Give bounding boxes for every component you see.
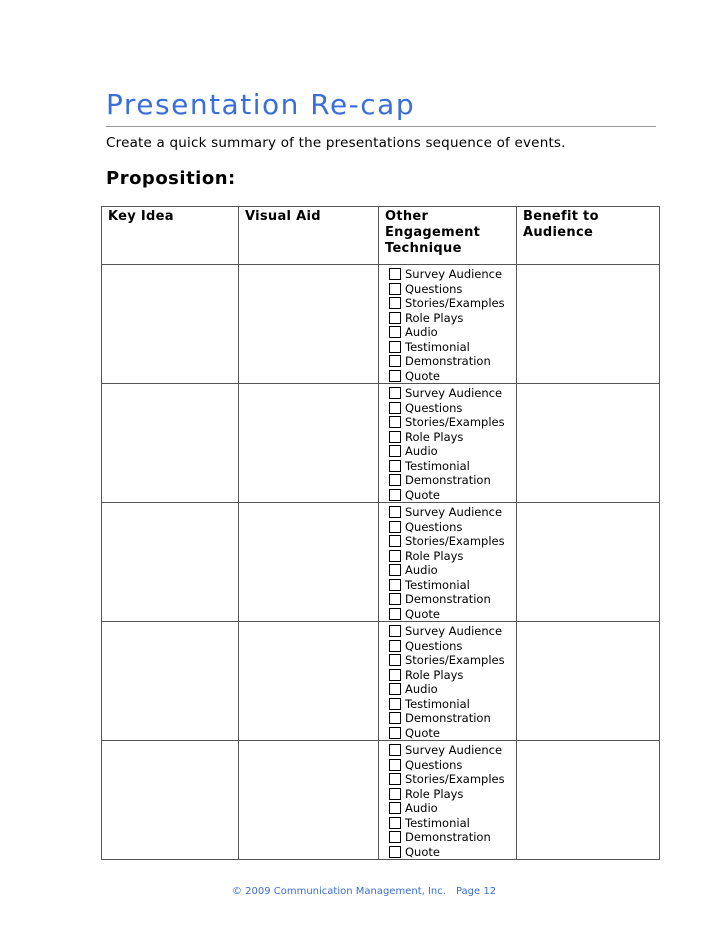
technique-option[interactable] bbox=[389, 354, 516, 369]
checkbox-icon[interactable] bbox=[389, 268, 401, 280]
technique-option[interactable] bbox=[389, 534, 516, 549]
technique-label: Questions bbox=[405, 400, 463, 415]
key-idea-cell[interactable] bbox=[102, 741, 239, 860]
page-title: Presentation Re-cap bbox=[106, 88, 416, 121]
engagement-technique-cell bbox=[379, 384, 517, 503]
technique-label: Quote bbox=[405, 844, 440, 859]
checkbox-icon[interactable] bbox=[389, 445, 401, 457]
technique-option[interactable] bbox=[389, 624, 516, 639]
visual-aid-cell[interactable] bbox=[239, 741, 379, 860]
key-idea-cell[interactable] bbox=[102, 503, 239, 622]
checkbox-icon[interactable] bbox=[389, 669, 401, 681]
technique-option[interactable] bbox=[389, 386, 516, 401]
technique-option[interactable] bbox=[389, 845, 516, 860]
visual-aid-cell[interactable] bbox=[239, 265, 379, 384]
table-row bbox=[102, 741, 660, 860]
title-divider bbox=[106, 126, 656, 127]
checkbox-icon[interactable] bbox=[389, 846, 401, 858]
checkbox-icon[interactable] bbox=[389, 608, 401, 620]
technique-option[interactable] bbox=[389, 459, 516, 474]
checkbox-icon[interactable] bbox=[389, 640, 401, 652]
technique-option[interactable] bbox=[389, 830, 516, 845]
table-row bbox=[102, 384, 660, 503]
checkbox-icon[interactable] bbox=[389, 489, 401, 501]
visual-aid-cell[interactable] bbox=[239, 622, 379, 741]
technique-label: Testimonial bbox=[405, 339, 470, 354]
technique-option[interactable] bbox=[389, 578, 516, 593]
technique-label: Questions bbox=[405, 519, 463, 534]
checkbox-icon[interactable] bbox=[389, 535, 401, 547]
checkbox-icon[interactable] bbox=[389, 625, 401, 637]
checkbox-icon[interactable] bbox=[389, 759, 401, 771]
engagement-technique-cell bbox=[379, 265, 517, 384]
technique-label: Role Plays bbox=[405, 548, 464, 563]
checkbox-icon[interactable] bbox=[389, 727, 401, 739]
checkbox-icon[interactable] bbox=[389, 817, 401, 829]
technique-option[interactable] bbox=[389, 563, 516, 578]
header-other-engagement-technique: Other Engagement Technique bbox=[379, 207, 517, 265]
technique-label: Audio bbox=[405, 682, 438, 697]
engagement-technique-cell bbox=[379, 741, 517, 860]
technique-label: Role Plays bbox=[405, 667, 464, 682]
table-row bbox=[102, 503, 660, 622]
checkbox-icon[interactable] bbox=[389, 550, 401, 562]
benefit-cell[interactable] bbox=[517, 741, 660, 860]
checkbox-icon[interactable] bbox=[389, 564, 401, 576]
checkbox-icon[interactable] bbox=[389, 698, 401, 710]
checkbox-icon[interactable] bbox=[389, 297, 401, 309]
footer-copyright: © 2009 Communication Management, Inc. bbox=[231, 886, 446, 897]
recap-table bbox=[101, 206, 660, 860]
technique-option[interactable] bbox=[389, 682, 516, 697]
checkbox-icon[interactable] bbox=[389, 402, 401, 414]
technique-checklist bbox=[379, 741, 516, 859]
key-idea-cell[interactable] bbox=[102, 384, 239, 503]
technique-label: Stories/Examples bbox=[405, 415, 505, 430]
checkbox-icon[interactable] bbox=[389, 593, 401, 605]
technique-option[interactable] bbox=[389, 787, 516, 802]
benefit-cell[interactable] bbox=[517, 622, 660, 741]
technique-checklist bbox=[379, 384, 516, 502]
technique-option[interactable] bbox=[389, 311, 516, 326]
technique-option[interactable] bbox=[389, 772, 516, 787]
header-key-idea: Key Idea bbox=[102, 207, 239, 265]
technique-option[interactable] bbox=[389, 711, 516, 726]
technique-label: Survey Audience bbox=[405, 505, 503, 520]
technique-label: Questions bbox=[405, 281, 463, 296]
technique-option[interactable] bbox=[389, 415, 516, 430]
technique-label: Survey Audience bbox=[405, 743, 503, 758]
technique-label: Survey Audience bbox=[405, 267, 503, 282]
technique-checklist bbox=[379, 622, 516, 740]
technique-option[interactable] bbox=[389, 325, 516, 340]
checkbox-icon[interactable] bbox=[389, 712, 401, 724]
technique-label: Testimonial bbox=[405, 577, 470, 592]
technique-option[interactable] bbox=[389, 639, 516, 654]
technique-option[interactable] bbox=[389, 607, 516, 622]
technique-label: Audio bbox=[405, 325, 438, 340]
engagement-technique-cell bbox=[379, 503, 517, 622]
checkbox-icon[interactable] bbox=[389, 416, 401, 428]
table-body bbox=[102, 265, 660, 860]
technique-option[interactable] bbox=[389, 697, 516, 712]
checkbox-icon[interactable] bbox=[389, 341, 401, 353]
checkbox-icon[interactable] bbox=[389, 370, 401, 382]
technique-option[interactable] bbox=[389, 340, 516, 355]
technique-option[interactable] bbox=[389, 668, 516, 683]
visual-aid-cell[interactable] bbox=[239, 503, 379, 622]
technique-label: Testimonial bbox=[405, 815, 470, 830]
checkbox-icon[interactable] bbox=[389, 802, 401, 814]
checkbox-icon[interactable] bbox=[389, 521, 401, 533]
checkbox-icon[interactable] bbox=[389, 355, 401, 367]
technique-label: Stories/Examples bbox=[405, 296, 505, 311]
technique-label: Audio bbox=[405, 801, 438, 816]
technique-option[interactable] bbox=[389, 758, 516, 773]
technique-option[interactable] bbox=[389, 726, 516, 741]
checkbox-icon[interactable] bbox=[389, 831, 401, 843]
footer-page-number: Page 12 bbox=[455, 886, 497, 897]
technique-label: Role Plays bbox=[405, 310, 464, 325]
technique-option[interactable] bbox=[389, 369, 516, 384]
visual-aid-cell[interactable] bbox=[239, 384, 379, 503]
technique-option[interactable] bbox=[389, 444, 516, 459]
benefit-cell[interactable] bbox=[517, 384, 660, 503]
technique-label: Stories/Examples bbox=[405, 534, 505, 549]
technique-option[interactable] bbox=[389, 296, 516, 311]
technique-option[interactable] bbox=[389, 816, 516, 831]
technique-label: Testimonial bbox=[405, 696, 470, 711]
checkbox-icon[interactable] bbox=[389, 744, 401, 756]
engagement-technique-cell bbox=[379, 622, 517, 741]
technique-label: Quote bbox=[405, 606, 440, 621]
technique-option[interactable] bbox=[389, 520, 516, 535]
checkbox-icon[interactable] bbox=[389, 773, 401, 785]
key-idea-cell[interactable] bbox=[102, 265, 239, 384]
technique-label: Audio bbox=[405, 563, 438, 578]
technique-checklist bbox=[379, 503, 516, 621]
technique-option[interactable] bbox=[389, 743, 516, 758]
table-header-row bbox=[102, 207, 660, 265]
checkbox-icon[interactable] bbox=[389, 474, 401, 486]
technique-option[interactable] bbox=[389, 401, 516, 416]
page-footer bbox=[0, 886, 728, 897]
technique-label: Quote bbox=[405, 725, 440, 740]
proposition-heading: Proposition: bbox=[106, 168, 236, 189]
table-row bbox=[102, 265, 660, 384]
checkbox-icon[interactable] bbox=[389, 654, 401, 666]
page-subtitle: Create a quick summary of the presentations sequence of events. bbox=[106, 135, 566, 151]
checkbox-icon[interactable] bbox=[389, 387, 401, 399]
checkbox-icon[interactable] bbox=[389, 283, 401, 295]
technique-label: Testimonial bbox=[405, 458, 470, 473]
checkbox-icon[interactable] bbox=[389, 788, 401, 800]
checkbox-icon[interactable] bbox=[389, 506, 401, 518]
header-visual-aid: Visual Aid bbox=[239, 207, 379, 265]
benefit-cell[interactable] bbox=[517, 503, 660, 622]
technique-option[interactable] bbox=[389, 653, 516, 668]
technique-label: Questions bbox=[405, 638, 463, 653]
technique-label: Demonstration bbox=[405, 711, 491, 726]
technique-option[interactable] bbox=[389, 488, 516, 503]
technique-option[interactable] bbox=[389, 505, 516, 520]
technique-option[interactable] bbox=[389, 267, 516, 282]
checkbox-icon[interactable] bbox=[389, 683, 401, 695]
technique-option[interactable] bbox=[389, 549, 516, 564]
technique-label: Role Plays bbox=[405, 429, 464, 444]
checkbox-icon[interactable] bbox=[389, 460, 401, 472]
technique-label: Demonstration bbox=[405, 592, 491, 607]
technique-label: Stories/Examples bbox=[405, 653, 505, 668]
checkbox-icon[interactable] bbox=[389, 326, 401, 338]
technique-label: Role Plays bbox=[405, 786, 464, 801]
technique-label: Audio bbox=[405, 444, 438, 459]
checkbox-icon[interactable] bbox=[389, 312, 401, 324]
technique-label: Questions bbox=[405, 757, 463, 772]
technique-label: Demonstration bbox=[405, 830, 491, 845]
technique-option[interactable] bbox=[389, 473, 516, 488]
technique-label: Survey Audience bbox=[405, 386, 503, 401]
technique-option[interactable] bbox=[389, 592, 516, 607]
table-row bbox=[102, 622, 660, 741]
technique-label: Stories/Examples bbox=[405, 772, 505, 787]
checkbox-icon[interactable] bbox=[389, 431, 401, 443]
header-benefit-to-audience: Benefit to Audience bbox=[517, 207, 660, 265]
technique-option[interactable] bbox=[389, 282, 516, 297]
technique-label: Survey Audience bbox=[405, 624, 503, 639]
technique-option[interactable] bbox=[389, 801, 516, 816]
checkbox-icon[interactable] bbox=[389, 579, 401, 591]
technique-label: Quote bbox=[405, 368, 440, 383]
technique-checklist bbox=[379, 265, 516, 383]
technique-option[interactable] bbox=[389, 430, 516, 445]
technique-label: Demonstration bbox=[405, 473, 491, 488]
technique-label: Quote bbox=[405, 487, 440, 502]
technique-label: Demonstration bbox=[405, 354, 491, 369]
key-idea-cell[interactable] bbox=[102, 622, 239, 741]
benefit-cell[interactable] bbox=[517, 265, 660, 384]
